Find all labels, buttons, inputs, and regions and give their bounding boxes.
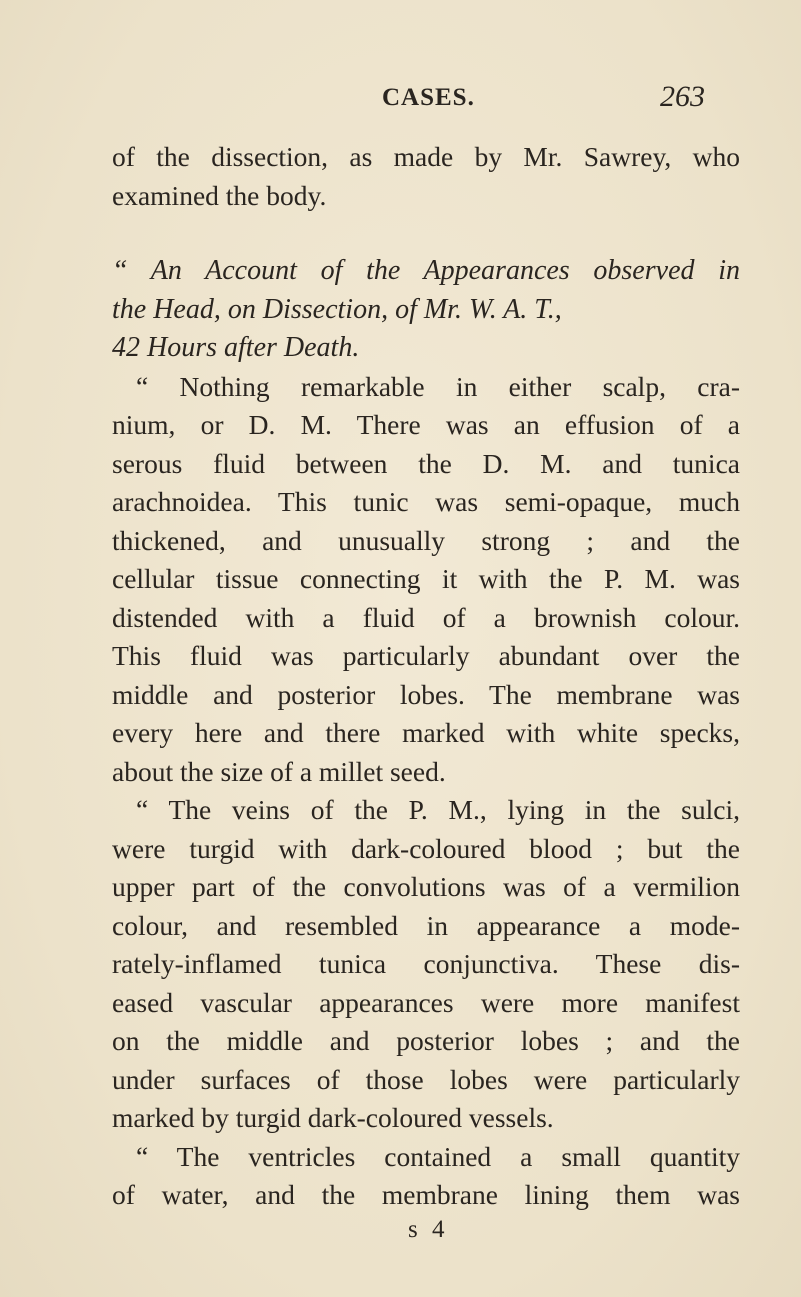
text-line: colour, and resembled in appearance a mode- bbox=[112, 909, 740, 941]
text-line: marked by turgid dark-coloured vessels. bbox=[112, 1102, 554, 1133]
text-line: middle and posterior lobes. The membrane was bbox=[112, 678, 740, 710]
text-line: distended with a fluid of a brownish colour. bbox=[112, 601, 740, 633]
text-line: “ Nothing remarkable in either scalp, cra- bbox=[136, 370, 740, 402]
text-line: arachnoidea. This tunic was semi-opaque, much bbox=[112, 486, 740, 517]
paragraph-2 bbox=[112, 791, 740, 1138]
text-line: This fluid was particularly abundant over the bbox=[112, 640, 740, 671]
signature-mark: s 4 bbox=[408, 1216, 449, 1243]
text-line: serous fluid between the D. M. and tunica bbox=[112, 447, 740, 479]
text-line: “ The ventricles contained a small quantity bbox=[136, 1140, 740, 1172]
text-line: every here and there marked with white specks, bbox=[112, 717, 740, 748]
text-line: nium, or D. M. There was an effusion of a bbox=[112, 409, 740, 440]
page-header bbox=[0, 80, 801, 114]
paragraph-3 bbox=[112, 1138, 740, 1215]
text-line: eased vascular appearances were more manifest bbox=[112, 986, 740, 1018]
paragraph-1 bbox=[112, 368, 740, 792]
text-line: examined the body. bbox=[112, 179, 327, 211]
text-line: upper part of the convolutions was of a vermilion bbox=[112, 871, 740, 902]
text-line: rately-inflamed tunica conjunctiva. These dis- bbox=[112, 948, 740, 979]
heading-line: “ An Account of the Appearances observed in bbox=[112, 255, 740, 286]
page-number: 263 bbox=[660, 80, 705, 113]
text-line: cellular tissue connecting it with the P. M. was bbox=[112, 563, 740, 594]
heading-line: the Head, on Dissection, of Mr. W. A. T., bbox=[112, 293, 562, 325]
intro-paragraph bbox=[112, 138, 740, 215]
text-line: thickened, and unusually strong ; and the bbox=[112, 524, 740, 556]
text-line: were turgid with dark-coloured blood ; but the bbox=[112, 832, 740, 864]
text-line: under surfaces of those lobes were particularly bbox=[112, 1063, 740, 1095]
running-head: CASES. bbox=[382, 84, 475, 111]
text-line: about the size of a millet seed. bbox=[112, 755, 446, 787]
text-line: on the middle and posterior lobes ; and the bbox=[112, 1025, 740, 1056]
text-line: of the dissection, as made by Mr. Sawrey, who bbox=[112, 141, 740, 172]
section-heading bbox=[112, 252, 740, 368]
page-body bbox=[112, 138, 740, 1215]
text-line: of water, and the membrane lining them was bbox=[112, 1179, 740, 1210]
text-line: “ The veins of the P. M., lying in the sulci, bbox=[136, 794, 740, 825]
heading-line: 42 Hours after Death. bbox=[112, 332, 360, 363]
